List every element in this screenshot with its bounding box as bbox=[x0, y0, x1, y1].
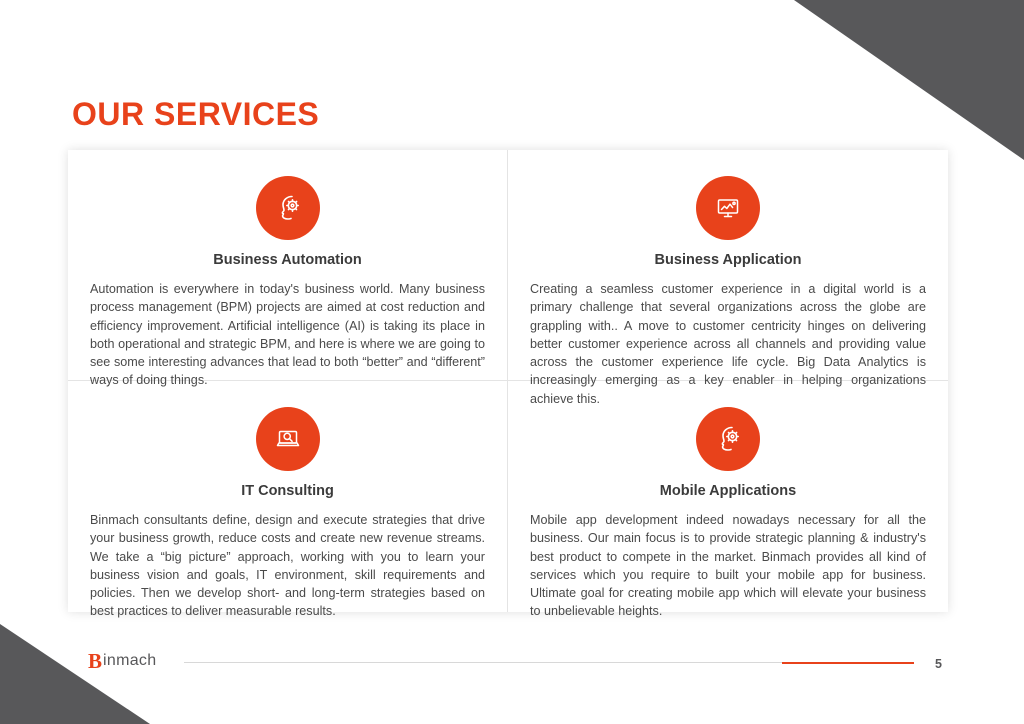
service-card-title: Mobile Applications bbox=[659, 483, 797, 499]
page-number: 5 bbox=[935, 657, 942, 671]
logo-wordmark: inmach bbox=[103, 652, 157, 669]
service-card-body: Automation is everywhere in today's business world. Many business process management (BPM) projects are aimed at cost reduction and efficiency improvement. Artificial intelligence (AI) is taking its place in both operational and strategic BPM, and here is where we are going to see some interesting advances that lead to both “better” and “different” ways of doing things. bbox=[90, 282, 485, 388]
service-card-title: Business Application bbox=[654, 252, 802, 268]
footer-logo bbox=[88, 650, 156, 672]
head-gear-icon bbox=[256, 176, 320, 240]
decorative-corner-top-right bbox=[794, 0, 1024, 160]
services-grid bbox=[68, 150, 948, 619]
footer-divider-accent bbox=[782, 662, 914, 664]
service-card-body: Mobile app development indeed nowadays necessary for all the business. Our main focus is to provide strategic planning & industry's best product to compete in the market. Binmach provides all kind of services which you require to built your mobile app for business. Ultimate goal for creating mobile app which will elevate your business to unbelievable heights. bbox=[530, 513, 926, 619]
service-card-body: Binmach consultants define, design and execute strategies that drive your business growth, reduce costs and create new revenue streams. We take a “big picture” approach, working with you to learn your business vision and goals, IT environment, skill requirements and policies. Then we develop short- and long-term strategies based on best practices to deliver measurable results. bbox=[90, 513, 485, 619]
service-card-it-consulting bbox=[68, 381, 508, 619]
decorative-corner-bottom-left bbox=[0, 624, 150, 724]
logo-mark: B bbox=[88, 648, 103, 673]
monitor-app-icon bbox=[696, 176, 760, 240]
service-card-mobile-applications bbox=[508, 381, 948, 619]
service-card-title: IT Consulting bbox=[241, 483, 334, 499]
page-title: OUR SERVICES bbox=[72, 96, 320, 132]
service-card-title: Business Automation bbox=[213, 252, 362, 268]
service-card-business-automation bbox=[68, 150, 508, 388]
service-card-business-application bbox=[508, 150, 948, 406]
laptop-search-icon bbox=[256, 407, 320, 471]
head-gear-icon bbox=[696, 407, 760, 471]
service-card-body: Creating a seamless customer experience in a digital world is a primary challenge that several organizations across the globe are grappling with.. A move to customer centricity hinges on delivering better customer experience across all channels and providing value across the customer experience life cycle. Big Data Analytics is increasingly emerging as a key enabler in helping organizations achieve this. bbox=[530, 282, 926, 406]
